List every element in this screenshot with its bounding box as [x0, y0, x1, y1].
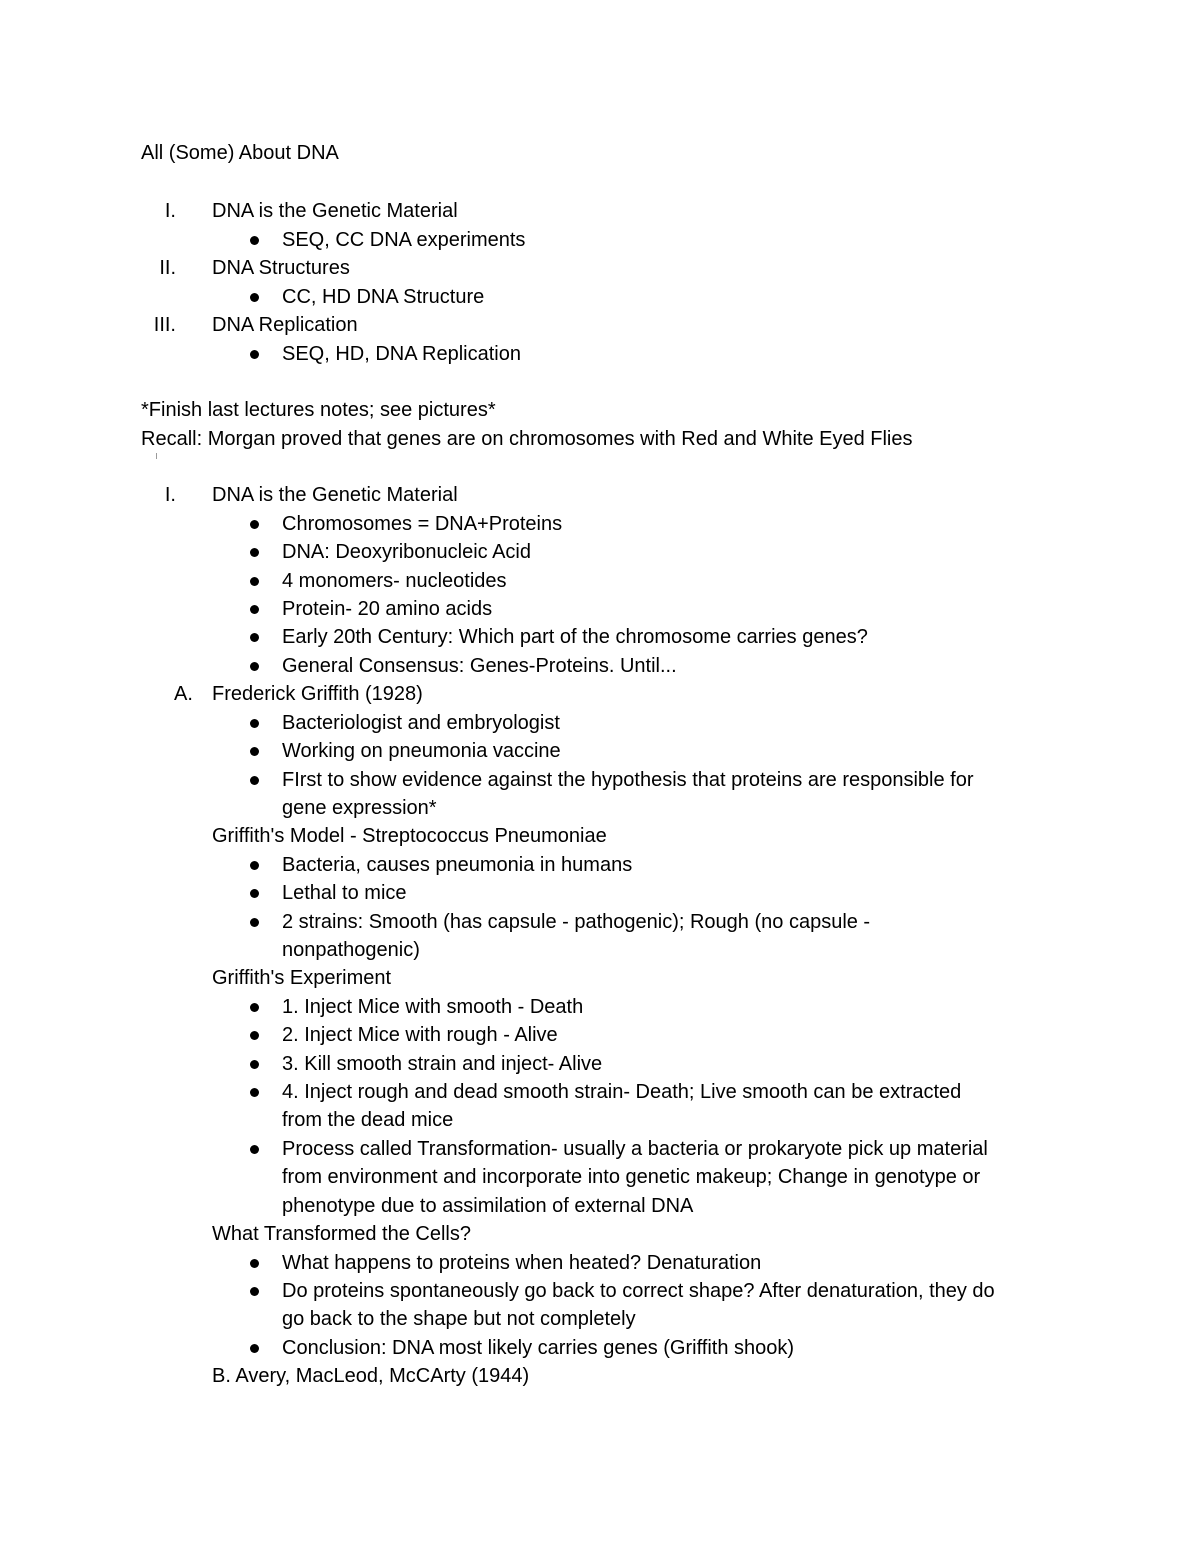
bullet-item: 1. Inject Mice with smooth - Death: [282, 996, 584, 1018]
bullet-icon: [250, 1145, 259, 1154]
bullet-item: Protein- 20 amino acids: [282, 598, 493, 620]
bullet-item: Bacteria, causes pneumonia in humans: [282, 854, 633, 876]
bullet-item-continuation: gene expression*: [282, 797, 437, 819]
bullet-item: Process called Transformation- usually a bacteria or prokaryote pick up material: [282, 1138, 988, 1160]
bullet-item: 2. Inject Mice with rough - Alive: [282, 1024, 558, 1046]
bullet-icon: [250, 577, 259, 586]
section-heading: DNA is the Genetic Material: [212, 484, 458, 506]
outline-number: I.: [164, 200, 176, 222]
bullet-item: 4. Inject rough and dead smooth strain- Death; Live smooth can be extracted: [282, 1081, 962, 1103]
document-title: All (Some) About DNA: [141, 142, 339, 164]
bullet-icon: [250, 1259, 259, 1268]
outline-heading: DNA is the Genetic Material: [212, 200, 458, 222]
bullet-item-continuation: go back to the shape but not completely: [282, 1308, 636, 1330]
bullet-item: Working on pneumonia vaccine: [282, 740, 561, 762]
bullet-item: Lethal to mice: [282, 882, 407, 904]
bullet-item-continuation: from environment and incorporate into genetic makeup; Change in genotype or: [282, 1166, 981, 1188]
section-number: I.: [164, 484, 176, 506]
bullet-icon: [250, 548, 259, 557]
outline-bullet: SEQ, CC DNA experiments: [282, 229, 526, 251]
bullet-icon: [250, 350, 259, 359]
bullet-icon: [250, 520, 259, 529]
bullet-icon: [250, 633, 259, 642]
subsection-heading: Griffith's Model - Streptococcus Pneumoniae: [212, 825, 607, 847]
outline-bullet: CC, HD DNA Structure: [282, 286, 485, 308]
recall-line: Recall: Morgan proved that genes are on chromosomes with Red and White Eyed Flies: [141, 428, 913, 450]
bullet-icon: [250, 747, 259, 756]
bullet-item: 2 strains: Smooth (has capsule - pathogenic); Rough (no capsule -: [282, 911, 871, 933]
outline-heading: DNA Structures: [212, 257, 350, 279]
bullet-icon: [250, 918, 259, 927]
bullet-item: Chromosomes = DNA+Proteins: [282, 513, 563, 535]
subsection-heading-avery: B. Avery, MacLeod, McCArty (1944): [212, 1365, 530, 1387]
outline-number: III.: [153, 314, 176, 336]
outline-bullet: SEQ, HD, DNA Replication: [282, 343, 521, 365]
lecture-note: *Finish last lectures notes; see pictures*: [141, 399, 496, 421]
subsection-heading: What Transformed the Cells?: [212, 1223, 471, 1245]
bullet-icon: [250, 1031, 259, 1040]
bullet-icon: [250, 1344, 259, 1353]
bullet-item-continuation: phenotype due to assimilation of external DNA: [282, 1195, 694, 1217]
stray-mark: [156, 453, 157, 459]
bullet-item: FIrst to show evidence against the hypothesis that proteins are responsible for: [282, 769, 974, 791]
bullet-icon: [250, 236, 259, 245]
outline-heading: DNA Replication: [212, 314, 358, 336]
bullet-item: 4 monomers- nucleotides: [282, 570, 507, 592]
bullet-item-continuation: nonpathogenic): [282, 939, 420, 961]
bullet-icon: [250, 889, 259, 898]
bullet-icon: [250, 293, 259, 302]
bullet-icon: [250, 662, 259, 671]
bullet-icon: [250, 861, 259, 870]
bullet-icon: [250, 1088, 259, 1097]
bullet-icon: [250, 776, 259, 785]
bullet-item: Do proteins spontaneously go back to correct shape? After denaturation, they do: [282, 1280, 995, 1302]
section-heading: Frederick Griffith (1928): [212, 683, 423, 705]
bullet-icon: [250, 605, 259, 614]
outline-number: II.: [159, 257, 176, 279]
bullet-item-continuation: from the dead mice: [282, 1109, 454, 1131]
bullet-item: Conclusion: DNA most likely carries genes (Griffith shook): [282, 1337, 795, 1359]
bullet-icon: [250, 1060, 259, 1069]
bullet-icon: [250, 719, 259, 728]
bullet-icon: [250, 1287, 259, 1296]
section-letter: A.: [174, 683, 193, 705]
bullet-item: Bacteriologist and embryologist: [282, 712, 560, 734]
bullet-item: What happens to proteins when heated? Denaturation: [282, 1252, 762, 1274]
bullet-item: Early 20th Century: Which part of the chromosome carries genes?: [282, 626, 868, 648]
bullet-item: 3. Kill smooth strain and inject- Alive: [282, 1053, 603, 1075]
bullet-item: DNA: Deoxyribonucleic Acid: [282, 541, 531, 563]
bullet-item: General Consensus: Genes-Proteins. Until...: [282, 655, 677, 677]
bullet-icon: [250, 1003, 259, 1012]
subsection-heading: Griffith's Experiment: [212, 967, 392, 989]
